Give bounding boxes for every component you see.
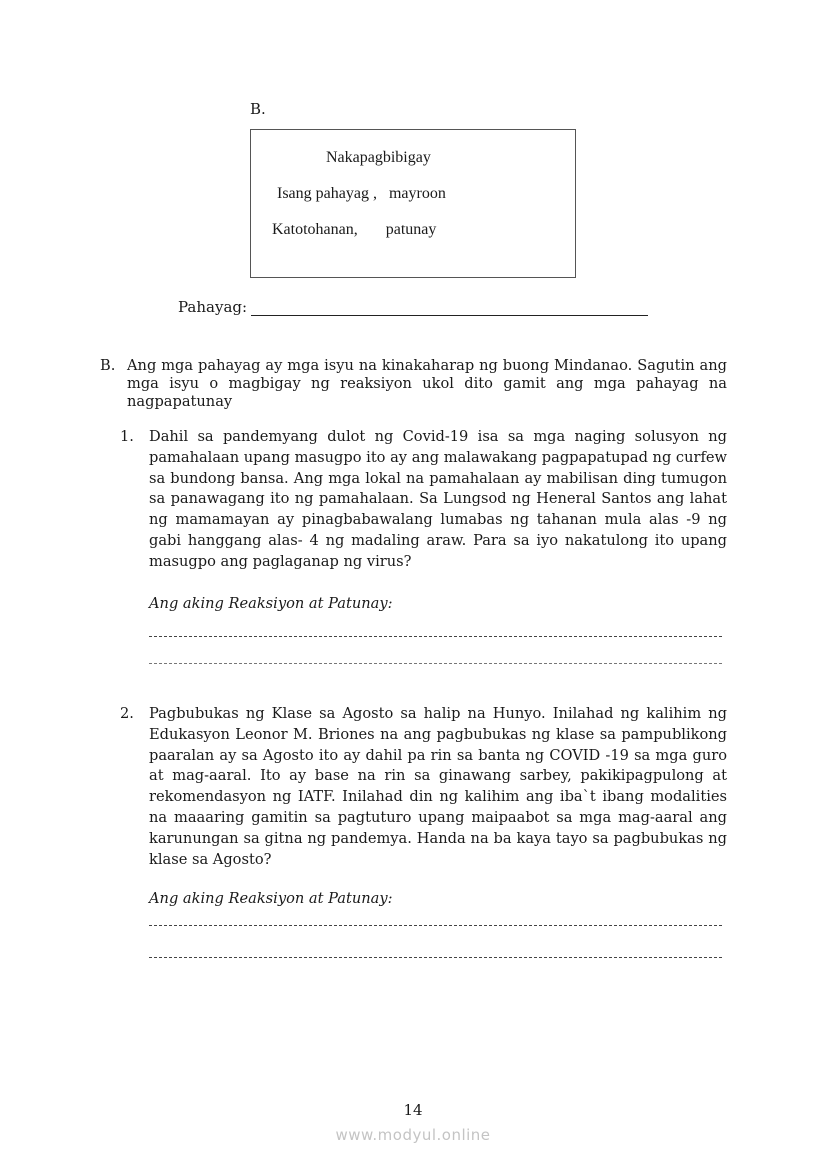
statement-label: Pahayag: xyxy=(178,298,248,316)
section-marker: B. xyxy=(100,357,116,374)
section-b-instruction xyxy=(100,357,727,411)
reaction-label-2: Ang aking Reaksiyon at Patunay: xyxy=(149,890,393,907)
word-box-line: Nakapagbibigay xyxy=(326,149,431,166)
answer-line[interactable] xyxy=(149,636,722,637)
question-number: 2. xyxy=(120,705,134,722)
answer-line[interactable] xyxy=(149,957,722,958)
question-item-1 xyxy=(120,427,727,573)
question-number: 1. xyxy=(120,428,134,445)
question-item-2 xyxy=(120,704,727,870)
word-box xyxy=(250,129,576,278)
watermark: www.modyul.online xyxy=(335,1126,491,1144)
instruction-text: Ang mga pahayag ay mga isyu na kinakaharap ng buong Mindanao. Sagutin ang mga isyu o magbigay ng reaksiyon ukol dito gamit ang mga pahayag na nagpapatunay xyxy=(127,357,727,410)
reaction-label-1: Ang aking Reaksiyon at Patunay: xyxy=(149,595,393,612)
box-section-label: B. xyxy=(250,100,266,118)
answer-line[interactable] xyxy=(149,663,722,664)
page-number: 14 xyxy=(403,1101,423,1119)
statement-answer-blank[interactable] xyxy=(251,299,648,316)
word-box-line: Isang pahayag , mayroon xyxy=(277,185,446,202)
word-box-line: Katotohanan, patunay xyxy=(272,221,437,238)
question-text: Pagbubukas ng Klase sa Agosto sa halip na Hunyo. Inilahad ng kalihim ng Edukasyon Leonor M. Briones na ang pagbubukas ng klase sa pampublikong paaralan ay sa Agosto ito ay dahil pa rin sa banta ng COVID -19 sa mga guro at mag-aaral. Ito ay base na rin sa ginawang sarbey, pakikipagpulong at rekomendasyon ng IATF. Inilahad din ng kalihim ang iba`t ibang modalities na maaaring gamitin sa pagtuturo upang maipaabot sa mga mag-aaral ang karunungan sa gitna ng pandemya. Handa na ba kaya tayo sa pagbubukas ng klase sa Agosto? xyxy=(149,705,727,868)
statement-field xyxy=(178,298,648,316)
answer-line[interactable] xyxy=(149,925,722,926)
question-text: Dahil sa pandemyang dulot ng Covid-19 isa sa mga naging solusyon ng pamahalaan upang masugpo ito ay ang malawakang pagpapatupad ng curfew sa bundong bansa. Ang mga lokal na pamahalaan ay mabilisan ding tumugon sa panawagang ito ng pamahalaan. Sa Lungsod ng Heneral Santos ang lahat ng mamamayan ay pinagbabawalang lumabas ng tahanan mula alas -9 ng gabi hanggang alas- 4 ng madaling araw. Para sa iyo nakatulong ito upang masugpo ang paglaganap ng virus? xyxy=(149,428,728,570)
